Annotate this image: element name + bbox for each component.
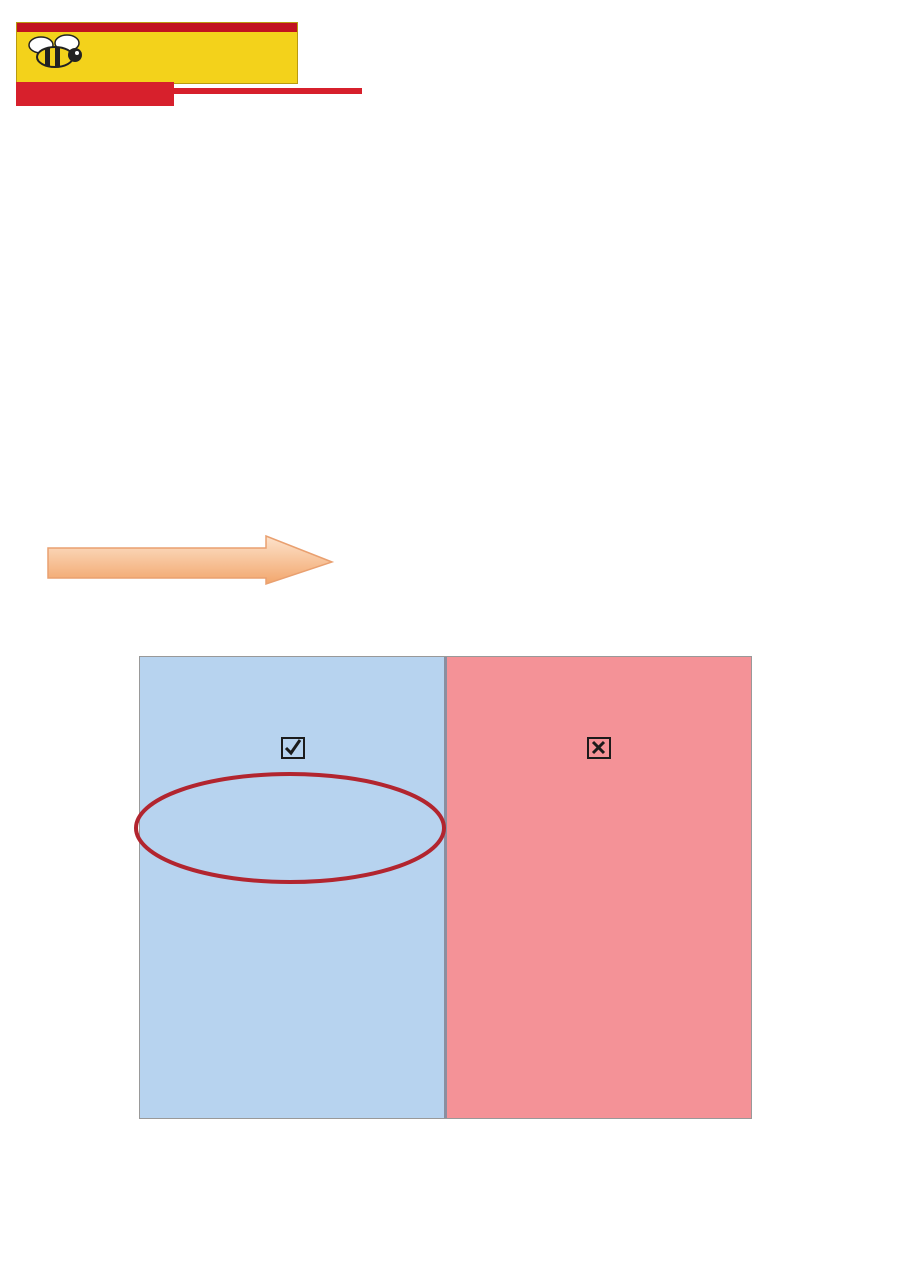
section-label (16, 82, 174, 106)
highlight-circle (133, 770, 447, 890)
honeycomb-chain-top (300, 66, 880, 82)
cross-box-icon (587, 737, 611, 759)
honeycomb-chain-bottom (133, 1196, 753, 1226)
masthead-logo (16, 22, 298, 84)
red-divider (174, 88, 362, 94)
column-not-function (446, 657, 751, 1118)
bee-icon (21, 31, 89, 71)
checkmark-box-icon (281, 737, 305, 759)
arrow-right-icon (46, 534, 336, 586)
